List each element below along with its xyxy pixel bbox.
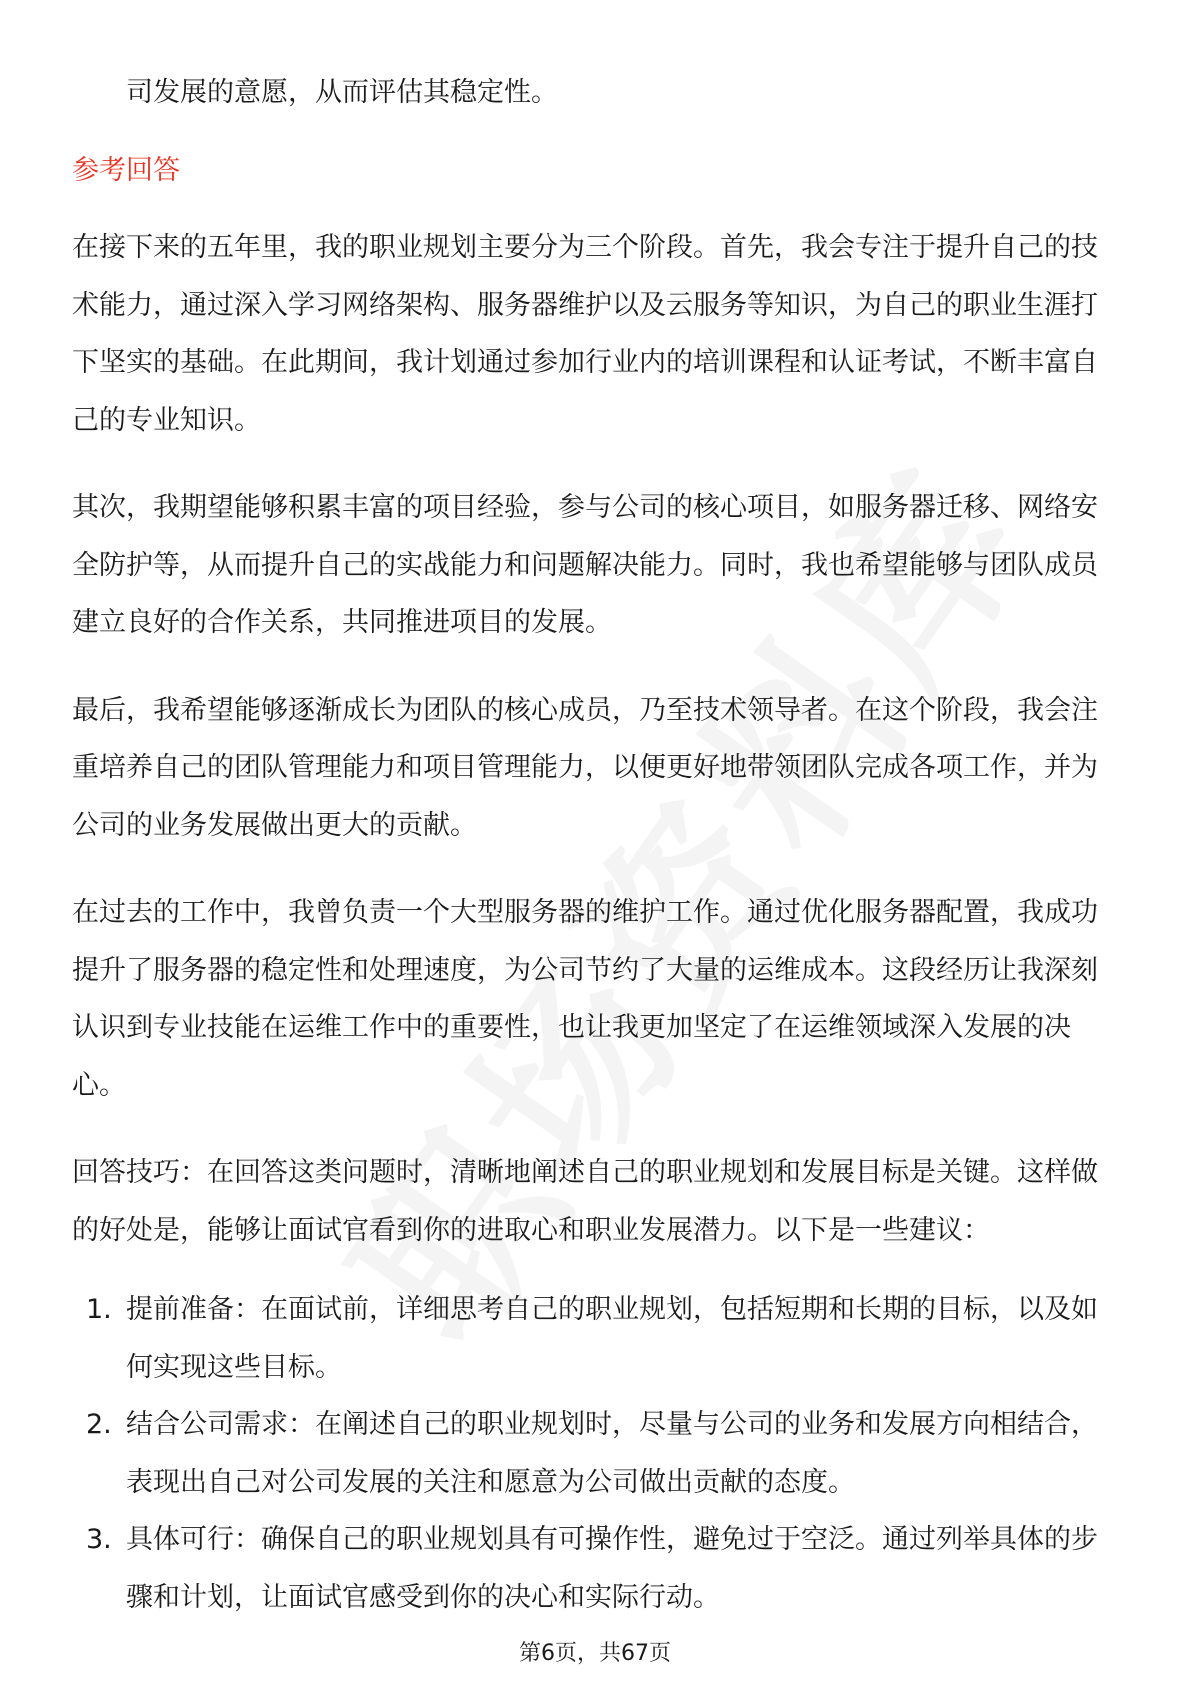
paragraph-growth: 最后，我希望能够逐渐成长为团队的核心成员，乃至技术领导者。在这个阶段，我会注重培养自己的团队管理能力和项目管理能力，以便更好地带领团队完成各项工作，并为公司的业务发展做出更大的贡献。 (72, 694, 1098, 841)
list-item-text: 具体可行：确保自己的职业规划具有可操作性，避免过于空泛。通过列举具体的步骤和计划，让面试官感受到你的决心和实际行动。 (126, 1524, 1098, 1613)
list-number: 3. (86, 1524, 112, 1555)
list-item (72, 1396, 1122, 1511)
paragraph-tips-intro: 回答技巧：在回答这类问题时，清晰地阐述自己的职业规划和发展目标是关键。这样做的好处是，能够让面试官看到你的进取心和职业发展潜力。以下是一些建议： (72, 1157, 1098, 1246)
tips-list (72, 1281, 1122, 1626)
list-number: 1. (86, 1294, 112, 1325)
paragraph-experience: 其次，我期望能够积累丰富的项目经验，参与公司的核心项目，如服务器迁移、网络安全防护等，从而提升自己的实战能力和问题解决能力。同时，我也希望能够与团队成员建立良好的合作关系，共同推进项目的发展。 (72, 492, 1098, 638)
list-item (72, 1281, 1122, 1396)
list-item (72, 1511, 1122, 1626)
paragraph-plan: 在接下来的五年里，我的职业规划主要分为三个阶段。首先，我会专注于提升自己的技术能力，通过深入学习网络架构、服务器维护以及云服务等知识，为自己的职业生涯打下坚实的基础。在此期间，我计划通过参加行业内的培训课程和认证考试，不断丰富自己的专业知识。 (72, 232, 1098, 436)
list-item-text: 结合公司需求：在阐述自己的职业规划时，尽量与公司的业务和发展方向相结合，表现出自己对公司发展的关注和愿意为公司做出贡献的态度。 (126, 1409, 1098, 1498)
carryover-line: 司发展的意愿，从而评估其稳定性。 (126, 77, 558, 108)
list-item-text: 提前准备：在面试前，详细思考自己的职业规划，包括短期和长期的目标，以及如何实现这些目标。 (126, 1294, 1098, 1383)
list-number: 2. (86, 1409, 112, 1440)
answer-heading: 参考回答 (72, 154, 180, 186)
paragraph-past-work: 在过去的工作中，我曾负责一个大型服务器的维护工作。通过优化服务器配置，我成功提升了服务器的稳定性和处理速度，为公司节约了大量的运维成本。这段经历让我深刻认识到专业技能在运维工作中的重要性，也让我更加坚定了在运维领域深入发展的决心。 (72, 897, 1098, 1101)
page-footer: 第6页，共67页 (519, 1641, 671, 1666)
page-content (72, 64, 1122, 1626)
